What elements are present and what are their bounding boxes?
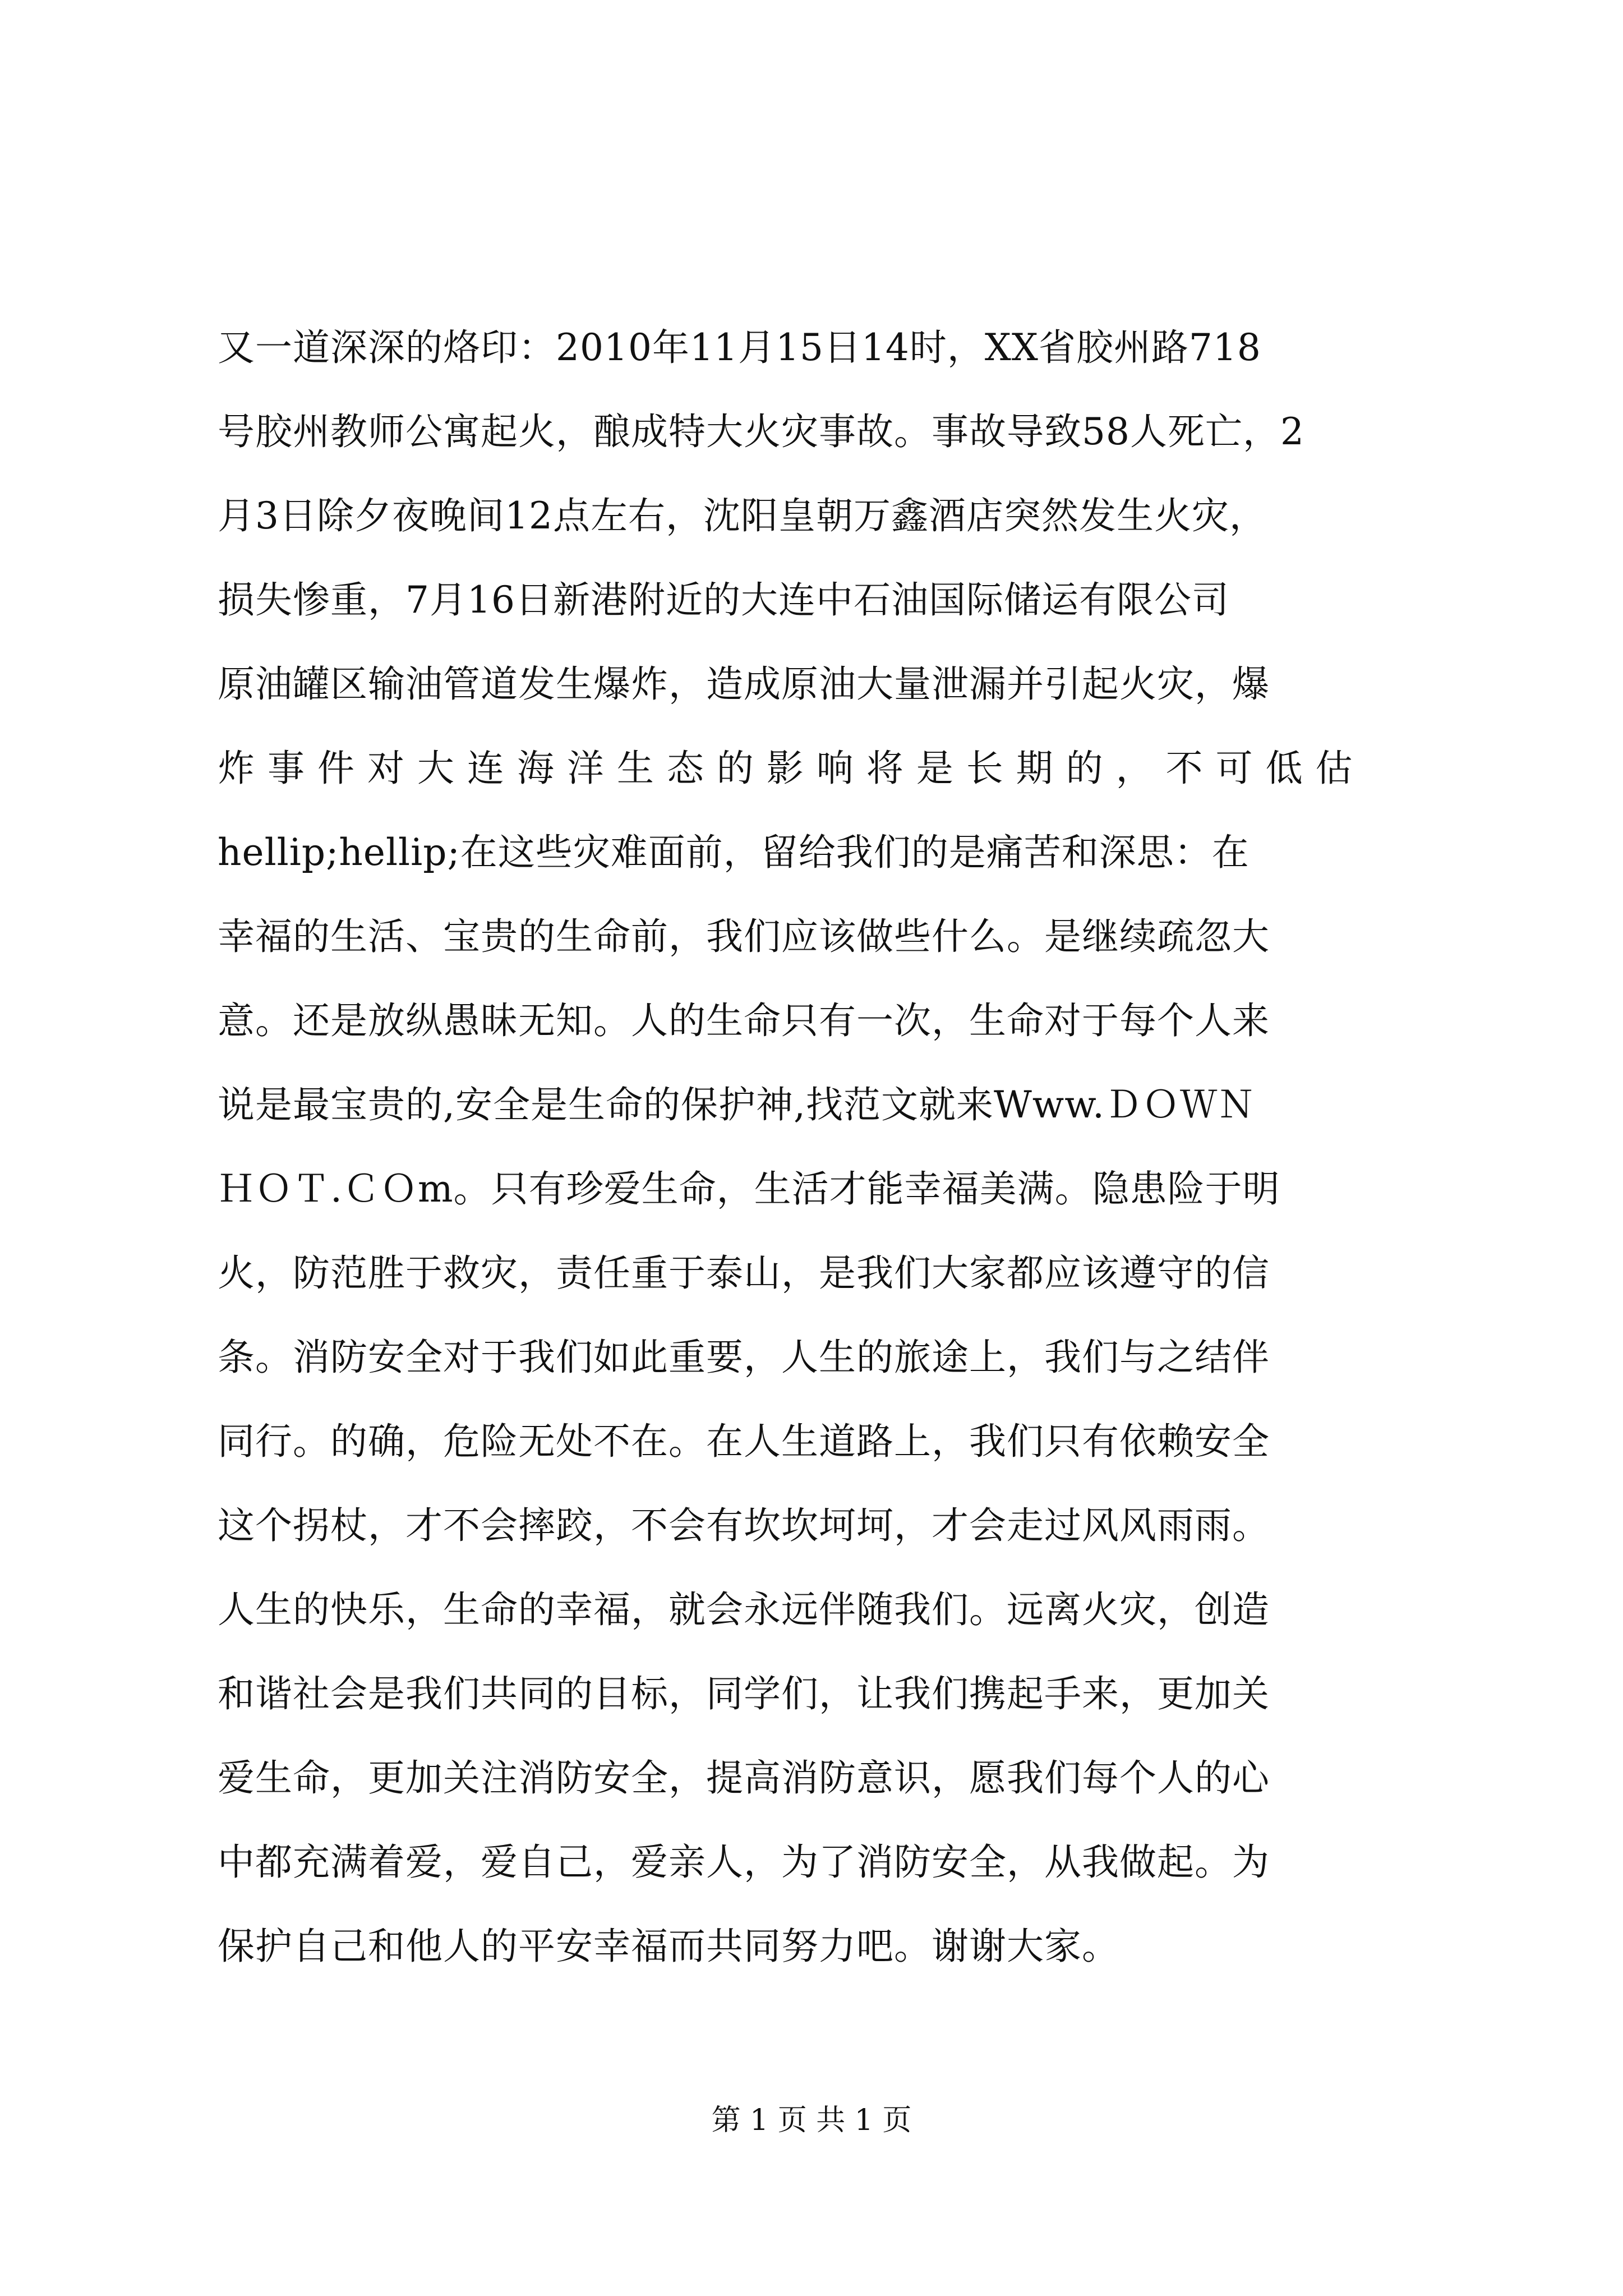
text-line-8: 幸福的生活、宝贵的生命前，我们应该做些什么。是继续疏忽大 [218, 915, 1270, 958]
text-line-18: 爱生命，更加关注消防安全，提高消防意识，愿我们每个人的心 [218, 1756, 1270, 1800]
text-line-19: 中都充满着爱，爱自己，爱亲人，为了消防安全，从我做起。为 [218, 1841, 1270, 1884]
text-line-17: 和谐社会是我们共同的目标，同学们，让我们携起手来，更加关 [218, 1672, 1270, 1715]
text-line-10: 说是最宝贵的,安全是生命的保护神,找范文就来Www.ＤＯＷＮ [218, 1083, 1255, 1126]
page-number-footer: 第 1 页 共 1 页 [711, 2104, 912, 2137]
text-line-7: hellip;hellip;在这些灾难面前，留给我们的是痛苦和深思：在 [218, 831, 1249, 874]
text-line-9: 意。还是放纵愚昧无知。人的生命只有一次，生命对于每个人来 [218, 999, 1270, 1042]
text-line-3: 月3日除夕夜晚间12点左右，沈阳皇朝万鑫酒店突然发生火灾， [218, 494, 1267, 537]
text-line-5: 原油罐区输油管道发生爆炸，造成原油大量泄漏并引起火灾，爆 [218, 662, 1270, 706]
body-text [218, 306, 1474, 1989]
text-line-11: ＨＯＴ.ＣＯm。只有珍爱生命，生活才能幸福美满。隐患险于明 [218, 1167, 1280, 1211]
text-line-15: 这个拐杖，才不会摔跤，不会有坎坎坷坷，才会走过风风雨雨。 [218, 1504, 1270, 1547]
text-line-14: 同行。的确，危险无处不在。在人生道路上，我们只有依赖安全 [218, 1420, 1270, 1463]
text-line-2: 号胶州教师公寓起火，酿成特大火灾事故。事故导致58人死亡，2 [218, 410, 1304, 453]
text-line-12: 火，防范胜于救灾，责任重于泰山，是我们大家都应该遵守的信 [218, 1251, 1270, 1295]
text-line-16: 人生的快乐，生命的幸福，就会永远伴随我们。远离火灾，创造 [218, 1588, 1270, 1631]
text-line-13: 条。消防安全对于我们如此重要，人生的旅途上，我们与之结伴 [218, 1336, 1270, 1379]
text-line-20: 保护自己和他人的平安幸福而共同努力吧。谢谢大家。 [218, 1925, 1119, 1968]
text-line-6: 炸 事 件 对 大 连 海 洋 生 态 的 影 响 将 是 长 期 的 ， 不 可 低 估 [218, 747, 1353, 790]
text-line-1: 又一道深深的烙印：2010年11月15日14时，XX省胶州路718 [218, 326, 1261, 369]
text-line-4: 损失惨重，7月16日新港附近的大连中石油国际储运有限公司 [218, 578, 1229, 622]
